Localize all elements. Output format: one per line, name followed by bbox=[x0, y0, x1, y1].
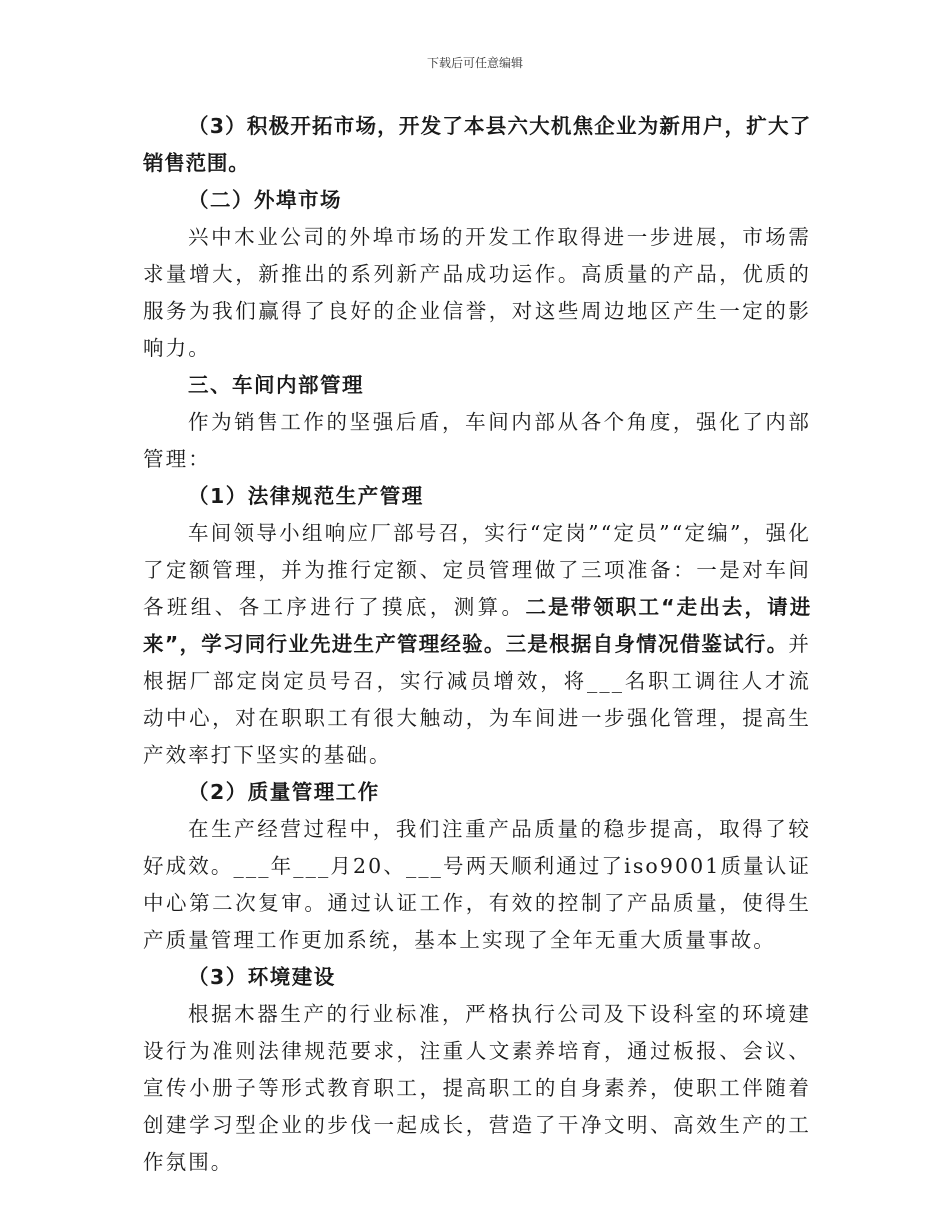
heading-workshop-management: 三、车间内部管理 bbox=[188, 373, 364, 397]
paragraph-workshop-management: 作为销售工作的坚强后盾，车间内部从各个角度，强化了内部管理： bbox=[143, 410, 811, 471]
heading-legal-production: （1）法律规范生产管理 bbox=[188, 484, 424, 508]
paragraph-legal-production bbox=[143, 515, 811, 774]
legal-text-part-1: 车间领导小组响应厂部号召，实行“定岗”“定员”“定编”，强化了定额管理，并为推行定额、定员管理做了三项准备：一是对车间各班组、各工序进行了摸底，测算。 bbox=[143, 521, 811, 619]
document-body bbox=[143, 108, 811, 1181]
page-header-note: 下载后可任意编辑 bbox=[426, 56, 523, 70]
paragraph-environment: 根据木器生产的行业标准，严格执行公司及下设科室的环境建设行为准则法律规范要求，注重人文素养培育，通过板报、会议、宣传小册子等形式教育职工，提高职工的自身素养，使职工伴随着创建学习型企业的步伐一起成长，营造了干净文明、高效生产的工作氛围。 bbox=[143, 1002, 811, 1174]
legal-text-emphasis: 二是带领职工“走出去，请进来”，学习同行业先进生产管理经验。三是根据自身情况借鉴试行。 bbox=[143, 595, 811, 656]
heading-outside-market: （二）外埠市场 bbox=[188, 188, 342, 212]
paragraph-market-expansion: （3）积极开拓市场，开发了本县六大机焦企业为新用户，扩大了销售范围。 bbox=[143, 114, 811, 175]
heading-quality-management: （2）质量管理工作 bbox=[188, 780, 380, 804]
legal-text-part-2: 并根据厂部定岗定员号召，实行减员增效，将___名职工调往人才流动中心，对在职职工有很大触动，为车间进一步强化管理，提高生产效率打下坚实的基础。 bbox=[143, 632, 811, 767]
paragraph-quality-management: 在生产经营过程中，我们注重产品质量的稳步提高，取得了较好成效。___年___月20、___号两天顺利通过了iso9001质量认证中心第二次复审。通过认证工作，有效的控制了产品质量，使得生产质量管理工作更加系统，基本上实现了全年无重大质量事故。 bbox=[143, 817, 811, 952]
paragraph-outside-market: 兴中木业公司的外埠市场的开发工作取得进一步进展，市场需求量增大，新推出的系列新产品成功运作。高质量的产品，优质的服务为我们赢得了良好的企业信誉，对这些周边地区产生一定的影响力。 bbox=[143, 225, 811, 360]
heading-environment: （3）环境建设 bbox=[188, 965, 336, 989]
